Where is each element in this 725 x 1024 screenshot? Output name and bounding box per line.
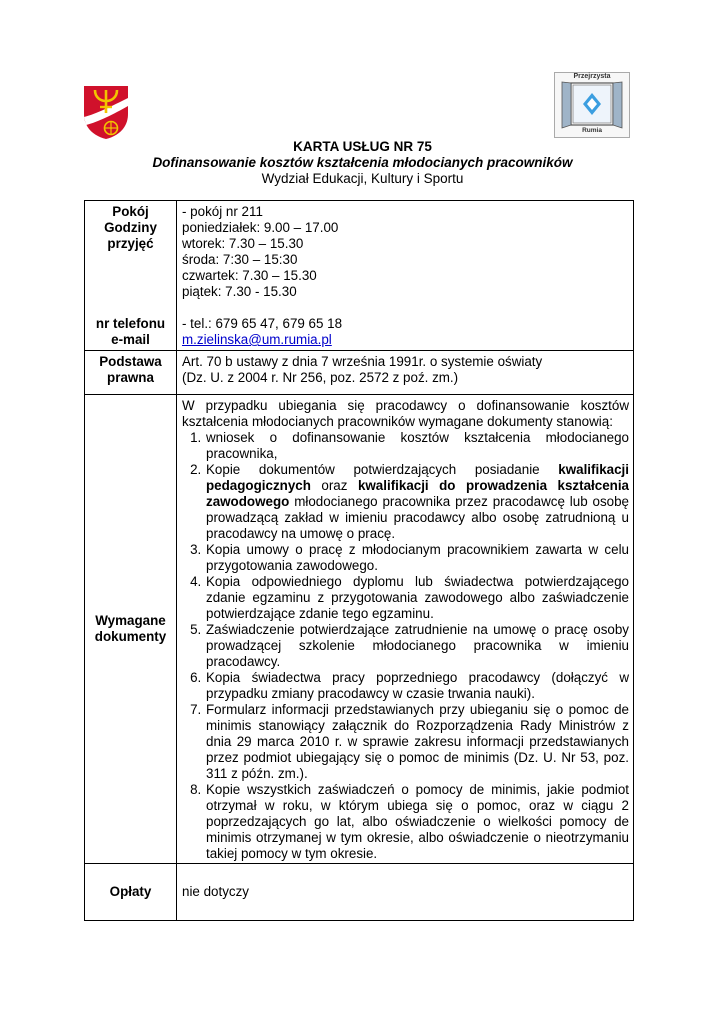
list-item: 6. Kopia świadectwa pracy poprzedniego pracodawcy (dołączyć w przypadku zmiany pracodawcy w czasie trwania nauki).: [205, 670, 629, 702]
list-item: 5. Zaświadczenie potwierdzające zatrudnienie na umowę o pracę osoby prowadzącej szkolenie młodocianego pracownika w imieniu pracodawcy.: [205, 622, 629, 670]
card-subtitle: Dofinansowanie kosztów kształcenia młodocianych pracowników: [152, 155, 573, 170]
fees-label-cell: [85, 864, 177, 921]
hours-monday: poniedziałek: 9.00 – 17.00: [182, 220, 339, 235]
list-item: 1. wniosek o dofinansowanie kosztów kształcenia młodocianego pracownika,: [205, 430, 629, 462]
fees-value: nie dotyczy: [182, 884, 249, 899]
documents-label-1: Wymagane: [95, 613, 166, 628]
fees-label: Opłaty: [109, 884, 152, 899]
coat-of-arms-logo: [82, 84, 130, 140]
service-card-table: [84, 200, 634, 921]
department-name: Wydział Edukacji, Kultury i Sportu: [261, 171, 464, 186]
legal-label-cell: [85, 351, 177, 395]
logo-bottom-text: Rumia: [582, 127, 602, 134]
hours-tuesday: wtorek: 7.30 – 15.30: [182, 236, 304, 251]
transparent-rumia-logo: [554, 72, 630, 138]
fees-value-cell: [177, 864, 634, 921]
contact-row: [85, 201, 634, 351]
hours-label-1: Godziny: [104, 220, 157, 235]
documents-row: [85, 395, 634, 864]
room-label: Pokój: [112, 204, 149, 219]
contact-label-cell: [85, 201, 177, 351]
document-header: [0, 139, 725, 187]
hours-label-2: przyjęć: [107, 236, 154, 251]
item2-text-e: młodocianego pracownika przez pracodawcę lub osobę prowadzącą zakład w imieniu pracodawcy albo osobę zatrudnioną u pracodawcy na umowę o pracę.: [206, 494, 629, 541]
list-item: [205, 462, 629, 542]
documents-value-cell: [177, 395, 634, 864]
fees-row: [85, 864, 634, 921]
item2-bold-vocational: kwalifikacji do prowadzenia kształcenia zawodowego: [206, 478, 629, 509]
contact-value-cell: [177, 201, 634, 351]
hours-friday: piątek: 7.30 - 15.30: [182, 284, 297, 299]
documents-label-2: dokumenty: [94, 629, 167, 644]
hours-thursday: czwartek: 7.30 – 15.30: [182, 268, 317, 283]
item2-text-c: oraz: [310, 478, 358, 493]
documents-intro: W przypadku ubiegania się pracodawcy o dofinansowanie kosztów kształcenia młodocianych pracowników wymagane dokumenty stanowią:: [182, 398, 629, 429]
hours-wednesday: środa: 7:30 – 15:30: [182, 252, 298, 267]
room-value: - pokój nr 211: [182, 204, 263, 219]
item2-bold-qualifications: kwalifikacji pedagogicznych: [206, 462, 629, 493]
documents-label-cell: [85, 395, 177, 864]
item2-text-a: Kopie dokumentów potwierdzających posiadanie: [206, 462, 559, 477]
list-item: 4. Kopia odpowiedniego dyplomu lub świadectwa potwierdzającego zdanie egzaminu z przygotowania zawodowego albo zaświadczenie potwierdzające zdanie tego egzaminu.: [205, 574, 629, 622]
list-item: 8. Kopie wszystkich zaświadczeń o pomocy de minimis, jakie podmiot otrzymał w roku, w którym ubiega się o pomoc, oraz w ciągu 2 poprzedzających go lat, albo oświadczenie o wielkości pomocy de minimis otrzymanej w tym okresie, albo oświadczenie o nieotrzymaniu takiej pomocy w tym okresie.: [205, 782, 629, 862]
logo-top-text: Przejrzysta: [573, 73, 611, 80]
legal-label-2: prawna: [107, 370, 154, 385]
list-item: 7. Formularz informacji przedstawianych przy ubieganiu się o pomoc de minimis stanowiący załącznik do Rozporządzenia Rady Ministrów z dnia 29 marca 2010 r. w sprawie zakresu informacji przedstawianych przez podmiot ubiegający się o pomoc de minimis (Dz. U. Nr 53, poz. 311 z późn. zm.).: [205, 702, 629, 782]
email-link[interactable]: m.zielinska@um.rumia.pl: [182, 332, 332, 347]
legal-value-cell: [177, 351, 634, 395]
legal-label-1: Podstawa: [99, 354, 162, 369]
phone-label: nr telefonu: [95, 316, 166, 331]
legal-line-2: (Dz. U. z 2004 r. Nr 256, poz. 2572 z poź. zm.): [182, 370, 459, 385]
card-title: KARTA USŁUG NR 75: [293, 139, 432, 154]
list-item: 3. Kopia umowy o pracę z młodocianym pracownikiem zawarta w celu przygotowania zawodowego.: [205, 542, 629, 574]
phone-value: - tel.: 679 65 47, 679 65 18: [182, 316, 343, 331]
email-label: e-mail: [111, 332, 150, 347]
legal-basis-row: [85, 351, 634, 395]
documents-list: [182, 430, 629, 862]
legal-line-1: Art. 70 b ustawy z dnia 7 września 1991r. o systemie oświaty: [182, 354, 543, 369]
